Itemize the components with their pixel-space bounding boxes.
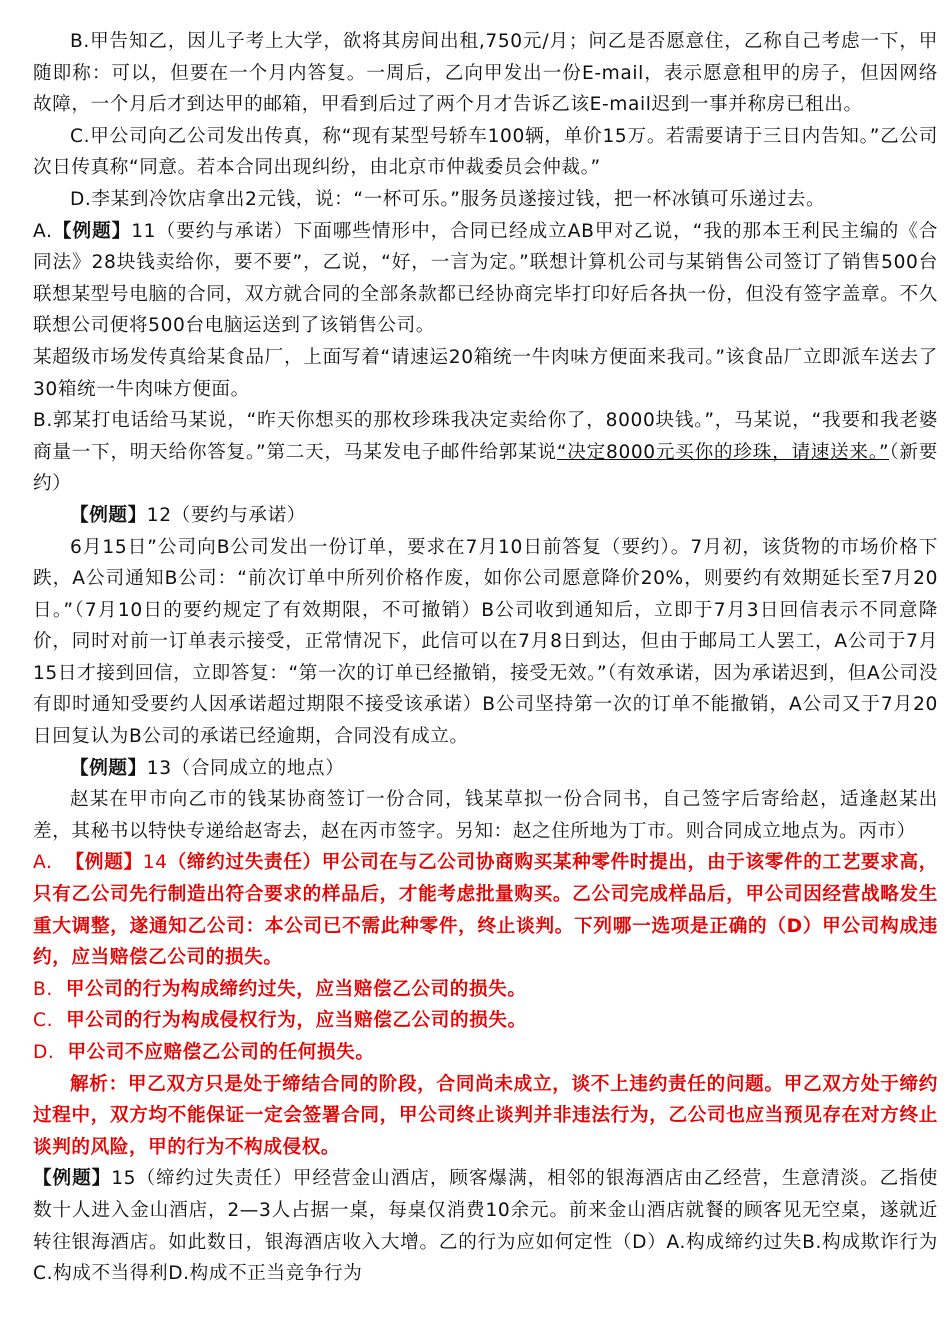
example-13-paragraph: 赵某在甲市向乙市的钱某协商签订一份合同，钱某草拟一份合同书，自己签字后寄给赵，适逢赵某出差，其秘书以特快专递给赵寄去，赵在丙市签字。另知：赵之住所地为丁市。则合同成立地点为。丙市） (33, 789, 938, 842)
example-15-heading: 【例题】 (33, 1168, 112, 1190)
example-14-option-b (33, 974, 938, 1006)
example-14-option-b-letter: B. (33, 978, 66, 1000)
example-15-text: 15（缔约过失责任）甲经营金山酒店，顾客爆满，相邻的银海酒店由乙经营，生意清淡。乙指使数十人进入金山酒店，2—3人占据一桌，每桌仅消费10余元。前来金山酒店就餐的顾客见无空桌，遂就近转往银海酒店。如此数日，银海酒店收入大增。乙的行为应如何定性（D）A.构成缔约过失B.构成欺诈行为C.构成不当得利D.构成不正当竞争行为 (33, 1168, 938, 1285)
example-14-option-b-text: 甲公司的行为构成缔约过失，应当赔偿乙公司的损失。 (65, 978, 527, 1000)
example-11-option-b (33, 405, 938, 500)
example-11-text: 11（要约与承诺）下面哪些情形中，合同已经成立AB甲对乙说，“我的那本王利民主编的《合同法》28块钱卖给你，要不要”，乙说，“好，一言为定。”联想计算机公司与某销售公司签订了销售500台联想某型号电脑的合同，双方就合同的全部条款都已经协商完毕打印好后各执一份，但没有签字盖章。不久联想公司便将500台电脑运送到了该销售公司。 (33, 220, 938, 337)
example-12-topic: 12（要约与承诺） (146, 504, 306, 526)
example-11-item: 某超级市场发传真给某食品厂，上面写着“请速运20箱统一牛肉味方便面来我司。”该食品厂立即派车送去了30箱统一牛肉味方便面。 (33, 346, 938, 400)
example-15-paragraph (33, 1163, 938, 1289)
example-11-paragraph (33, 216, 938, 342)
example-14-option-c-letter: C. (33, 1010, 67, 1032)
example-14-topic: 14 (142, 852, 168, 874)
option-b-paragraph: B.甲告知乙，因儿子考上大学，欲将其房间出租,750元/月；问乙是否愿意住，乙称自己考虑一下，甲随即称：可以，但要在一个月内答复。一周后，乙向甲发出一份E-mail，表示愿意租甲的房子，但因网络故障，一个月后才到达甲的邮箱，甲看到后过了两个月才告诉乙该E-mail迟到一事并称房已租出。 (33, 31, 938, 116)
example-14-option-c (33, 1005, 938, 1037)
document-body (33, 26, 938, 1290)
example-12-paragraph: 6月15日”公司向B公司发出一份订单，要求在7月10日前答复（要约）。7月初，该货物的市场价格下跌，A公司通知B公司：“前次订单中所列价格作废，如你公司愿意降价20%，则要约有效期延长至7月20日。”（7月10日的要约规定了有效期限，不可撤销）B公司收到通知后，立即于7月3日回信表示不同意降价，同时对前一订单表示接受，正常情况下，此信可以在7月8日到达，但由于邮局工人罢工，A公司于7月15日才接到回信，立即答复：“第一次的订单已经撤销，接受无效。”（有效承诺，因为承诺迟到，但A公司没有即时通知受要约人因承诺超过期限不接受该承诺）B公司坚持第一次的订单不能撤销，A公司又于7月20日回复认为B公司的承诺已经逾期，合同没有成立。 (33, 536, 938, 748)
example-12-heading-line (33, 500, 938, 532)
option-d-paragraph: D.李某到冷饮店拿出2元钱，说：“一杯可乐。”服务员遂接过钱，把一杯冰镇可乐递过去。 (70, 188, 826, 210)
example-14-option-d (33, 1037, 938, 1069)
example-12-heading: 【例题】 (70, 504, 147, 526)
example-11-option-b-text: B.郭某打电话给马某说，“昨天你想买的那枚珍珠我决定卖给你了，8000块钱。”，马某说，“我要和我老婆商量一下，明天给你答复。”第二天，马某发电子邮件给郭某说 (33, 410, 938, 463)
example-14-heading: 【例题】 (65, 852, 143, 874)
example-14-option-c-text: 甲公司的行为构成侵权行为，应当赔偿乙公司的损失。 (66, 1010, 527, 1032)
example-11-option-b-note: （新要约） (33, 441, 938, 495)
example-11-option-b-underlined: “决定8000元买你的珍珠，请速送来。” (556, 441, 890, 463)
example-14-paragraph (33, 847, 938, 973)
example-14-text: （缔约过失责任）甲公司在与乙公司协商购买某种零件时提出，由于该零件的工艺要求高，只有乙公司先行制造出符合要求的样品后，才能考虑批量购买。乙公司完成样品后，甲公司因经营战略发生重大调整，遂通知乙公司：本公司已不需此种零件，终止谈判。下列哪一选项是正确的（D）甲公司构成违约，应当赔偿乙公司的损失。 (33, 852, 938, 969)
example-14-analysis: 解析：甲乙双方只是处于缔结合同的阶段，合同尚未成立，谈不上违约责任的问题。甲乙双方处于缔约过程中，双方均不能保证一定会签署合同，甲公司终止谈判并非违法行为，乙公司也应当预见存在对方终止谈判的风险，甲的行为不构成侵权。 (33, 1073, 938, 1158)
example-13-topic: 13（合同成立的地点） (146, 757, 345, 779)
option-c-paragraph: C.甲公司向乙公司发出传真，称“现有某型号轿车100辆，单价15万。若需要请于三日内告知。”乙公司次日传真称“同意。若本合同出现纠纷，由北京市仲裁委员会仲裁。” (33, 125, 938, 179)
example-13-heading-line (33, 753, 938, 785)
example-14-option-d-text: 甲公司不应赔偿乙公司的任何损失。 (67, 1042, 375, 1063)
example-13-heading: 【例题】 (70, 757, 147, 779)
example-11-heading: 【例题】 (52, 220, 132, 242)
example-14-option-d-letter: D. (33, 1042, 68, 1063)
example-11-prefix: A. (33, 220, 53, 242)
example-14-prefix: A. (33, 852, 66, 874)
